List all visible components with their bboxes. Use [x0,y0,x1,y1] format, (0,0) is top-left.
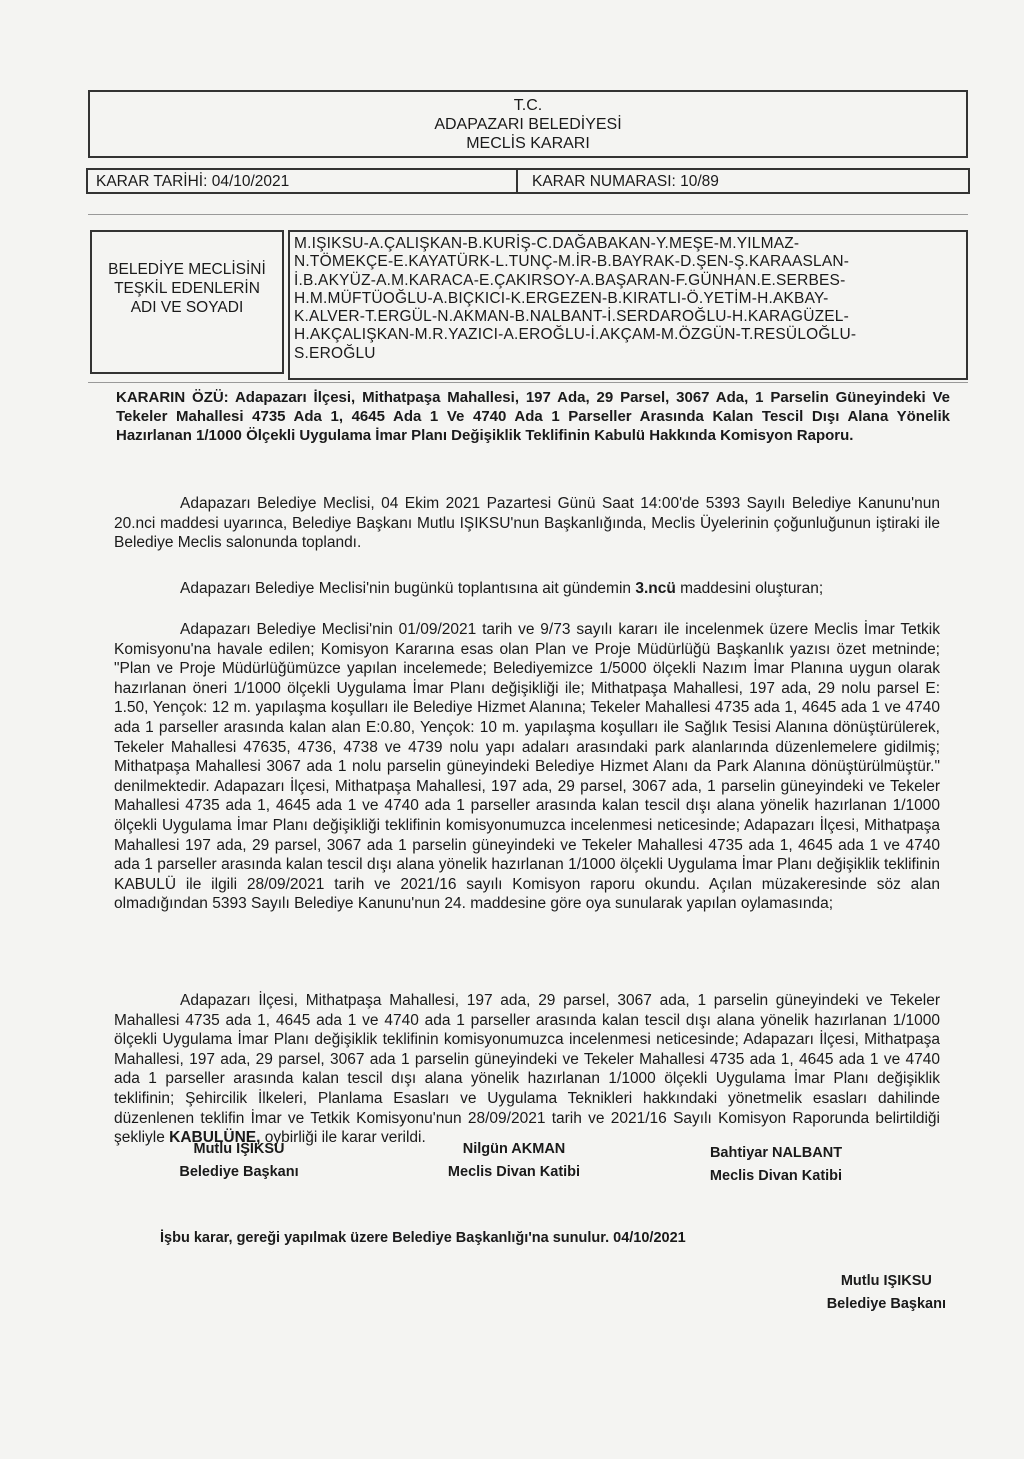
resolution-text-end: oybirliği ile karar verildi. [260,1129,426,1147]
header-line-municipality: ADAPAZARI BELEDİYESİ [434,116,622,133]
divider [516,168,518,194]
divider [88,382,968,383]
agenda-text: Adapazarı Belediye Meclisi'nin bugünkü toplantısına ait gündemin [180,580,636,597]
paragraph-resolution [114,991,940,1148]
divider [88,214,968,215]
members-label [90,230,284,374]
signature-title: Belediye Başkanı [826,1296,946,1312]
members-line: K.ALVER-T.ERGÜL-N.AKMAN-B.NALBANT-İ.SERDAROĞLU-H.KARAGÜZEL- [294,308,849,326]
members-line: H.AKÇALIŞKAN-M.R.YAZICI-A.EROĞLU-İ.AKÇAM-M.ÖZGÜN-T.RESÜLOĞLU- [294,326,857,344]
members-label-line: BELEDİYE MECLİSİNİ [108,261,266,278]
paragraph-commission-report: Adapazarı Belediye Meclisi'nin 01/09/2021 tarih ve 9/73 sayılı kararı ile incelenmek üzere Meclis İmar Tetkik Komisyonu'na havale edilen; Komisyon Kararına esas olan Plan ve Proje Müdürlüğü Başkanlık yazısı özet metninde; "Plan ve Proje Müdürlüğümüzce yapılan incelemede; Belediyemizce 1/5000 ölçekli Nazım İmar Planına uygun olarak hazırlanan öneri 1/1000 ölçekli Uygulama İmar Planı değişikliği ile; Mithatpaşa Mahallesi, 197 ada, 29 nolu parsel E: 1.50, Yençok: 12 m. yapılaşma koşulları ile Belediye Hizmet Alanına; Tekeler Mahallesi 4735 ada 1, 4645 ada 1 ve 4740 ada 1 parseller arasında kalan alan E:0.80, Yençok: 10 m. yapılaşma koşulları ile Sağlık Tesisi Alanına dönüştürülerek, Tekeler Mahallesi 47635, 4736, 4738 ve 4739 nolu yapı adaları arasındaki park alanlarında düzenlemelere gidilmiş; Mithatpaşa Mahallesi 3067 ada 1 nolu parselin güneyindeki Belediye Hizmet Alanı da Park Alanına dönüştürülmüştür." denilmektedir. Adapazarı İlçesi, Mithatpaşa Mahallesi, 197 ada, 29 parsel, 3067 ada, 1 parselin güneyindeki ve Tekeler Mahallesi 4735 ada 1, 4645 ada 1 ve 4740 ada 1 parseller arasında kalan tescil dışı alana yönelik hazırlanan 1/1000 ölçekli Uygulama İmar Planı değişikliği teklifinin komisyonumuzca incelenmesi neticesinde; Adapazarı İlçesi, Mithatpaşa Mahallesi 197 ada, 29 parsel, 3067 ada 1 parselin güneyindeki ve Tekeler Mahallesi 4735 ada 1, 4645 ada 1 ve 4740 ada 1 parseller arasında kalan tescil dışı alana yönelik hazırlanan 1/1000 ölçekli Uygulama İmar Planı değişiklik teklifinin KABULÜ ile ilgili 28/09/2021 tarih ve 2021/16 sayılı Komisyon raporu okundu. Açılan müzakeresinde söz alan olmadığından 5393 Sayılı Belediye Kanunu'nun 24. maddesine göre oya sunularak yapılan oylamasında; [114,621,940,913]
final-signature [827,1270,946,1316]
signature-name: Mutlu IŞIKSU [840,1273,932,1289]
members-list [288,230,968,380]
members-label-line: ADI VE SOYADI [130,299,244,316]
signature-title: Meclis Divan Katibi [709,1168,843,1184]
decision-info-row [86,168,970,194]
resolution-verdict: KABULÜNE, [169,1129,261,1147]
signature-title: Meclis Divan Katibi [447,1164,581,1180]
header-line-tc: T.C. [513,97,543,114]
resolution-text: Adapazarı İlçesi, Mithatpaşa Mahallesi, 197 ada, 29 parsel, 3067 ada, 1 parselin güneyindeki ve Tekeler Mahallesi 4735 ada 1, 4645 ada 1 ve 4740 ada 1 parseller arasında kalan tescil dışı alana yönelik hazırlanan 1/1000 ölçekli Uygulama İmar Planı değişiklik teklifinin komisyonumuzca incelenmesi neticesinde; Adapazarı İlçesi, Mithatpaşa Mahallesi, 197 ada, 29 parsel, 3067 ada 1 parselin güneyindeki ve Tekeler Mahallesi 4735 ada 1, 4645 ada 1 ve 4740 ada 1 parseller arasında kalan tescil dışı alana yönelik hazırlanan 1/1000 ölçekli Uygulama İmar Planı değişiklik teklifinin; Şehircilik İlkeleri, Planlama Esasları ve Uygulama Teknikleri hakkındaki yönetmelik esasları dahilinde düzenlenen teklifin İmar ve Tetkik Komisyonu'nun 28/09/2021 tarih ve 2021/16 Sayılı Komisyon Raporunda belirtildiği şekliyle [114,992,940,1147]
members-line: H.M.MÜFTÜOĞLU-A.BIÇKICI-K.ERGEZEN-B.KIRATLI-Ö.YETİM-H.AKBAY- [294,289,829,307]
members-label-line: TEŞKİL EDENLERİN [114,280,260,297]
decision-gist: KARARIN ÖZÜ: Adapazarı İlçesi, Mithatpaşa Mahallesi, 197 Ada, 29 Parsel, 3067 Ada, 1 Parselin Güneyindeki Ve Tekeler Mahallesi 4735 Ada 1, 4645 Ada 1 Ve 4740 Ada 1 Parseller Arasında Kalan Tescil Dışı Alana Yönelik Hazırlanan 1/1000 Ölçekli Uygulama İmar Planı Değişiklik Teklifinin Kabulü Hakkında Komisyon Raporu. [116,389,950,444]
decision-document [84,84,970,1404]
decision-date: KARAR TARİHİ: 04/10/2021 [96,173,290,190]
paragraph-agenda [114,579,940,599]
agenda-text-end: maddesini oluşturan; [675,580,824,597]
signature-name: Bahtiyar NALBANT [709,1145,843,1161]
signature-block [684,1142,868,1188]
members-line: İ.B.AKYÜZ-A.M.KARACA-E.ÇAKIRSOY-A.BAŞARAN-F.GÜNHAN.E.SERBES- [294,271,846,289]
members-line: S.EROĞLU [294,344,376,362]
header-line-title: MECLİS KARARI [466,135,590,152]
signature-block [424,1138,604,1184]
agenda-item-number: 3.ncü [635,580,676,597]
members-line: M.IŞIKSU-A.ÇALIŞKAN-B.KURİŞ-C.DAĞABAKAN-Y.MEŞE-M.YILMAZ- [294,235,800,252]
council-members-section [88,230,968,378]
signature-title: Belediye Başkanı [179,1164,299,1180]
decision-number: KARAR NUMARASI: 10/89 [532,173,719,190]
signature-block [164,1138,314,1184]
document-header [88,90,968,158]
submission-note: İşbu karar, gereği yapılmak üzere Belediye Başkanlığı'na sunulur. 04/10/2021 [160,1230,686,1246]
paragraph-meeting: Adapazarı Belediye Meclisi, 04 Ekim 2021 Pazartesi Günü Saat 14:00'de 5393 Sayılı Belediye Kanunu'nun 20.nci maddesi uyarınca, Belediye Başkanı Mutlu IŞIKSU'nun Başkanlığında, Meclis Üyelerinin çoğunluğunun iştiraki ile Belediye Meclis salonunda toplandı. [114,495,940,552]
members-line: N.TÖMEKÇE-E.KAYATÜRK-L.TUNÇ-M.İR-B.BAYRAK-D.ŞEN-Ş.KARAASLAN- [294,253,850,271]
signature-name: Mutlu IŞIKSU [193,1141,285,1157]
signature-name: Nilgün AKMAN [462,1141,566,1157]
